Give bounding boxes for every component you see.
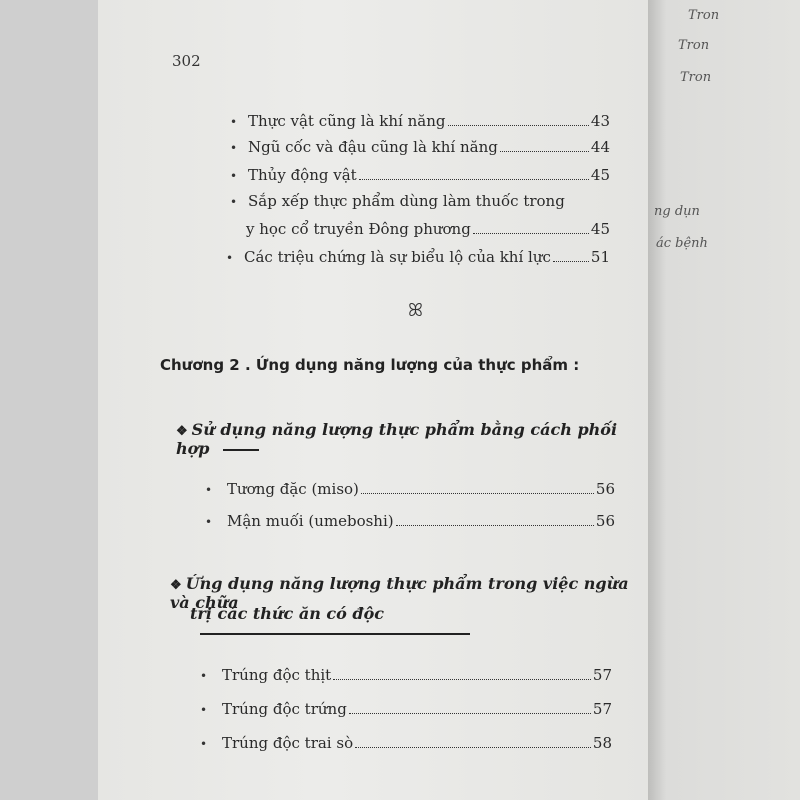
page-number: 302 <box>172 52 201 70</box>
bullet: • <box>205 483 213 497</box>
toc-entry-line1 <box>230 192 610 210</box>
toc-entry-title: Các triệu chứng là sự biểu lộ của khí lực <box>244 248 551 266</box>
section-heading-text: Ứng dụng năng lượng thực phẩm trong việc ngừa và chữa <box>170 574 629 612</box>
toc-entry-title: Trúng độc thịt <box>222 666 332 684</box>
toc-entry-page: 57 <box>592 700 612 718</box>
toc-entry <box>205 512 615 530</box>
section-heading-text: trị các thức ăn có độc <box>190 604 385 623</box>
toc-entry-page: 44 <box>590 138 610 156</box>
toc-entry-page: 51 <box>590 248 610 266</box>
toc-entry-title: Thực vật cũng là khí năng <box>248 112 446 130</box>
toc-entry <box>230 138 610 156</box>
toc-entry <box>200 666 612 684</box>
bullet: • <box>200 669 208 683</box>
toc-entry <box>240 220 610 238</box>
toc-entry <box>230 112 610 130</box>
section-marker-icon: ❖ <box>176 424 188 439</box>
heading-rule <box>223 449 259 451</box>
toc-entry-page: 45 <box>590 220 610 238</box>
bullet: • <box>230 195 238 209</box>
toc-entry-page: 57 <box>592 666 612 684</box>
section-heading-line2 <box>190 604 640 642</box>
bullet: • <box>200 703 208 717</box>
bullet: • <box>230 169 238 183</box>
bullet: • <box>230 141 238 155</box>
toc-entry <box>230 166 610 184</box>
edge-fragment: Tron <box>688 8 720 23</box>
toc-entry <box>226 248 610 266</box>
toc-entry <box>200 700 612 718</box>
chapter-title: Chương 2 . Ứng dụng năng lượng của thực phẩm : <box>160 356 580 374</box>
toc-entry <box>200 734 612 752</box>
toc-entry-title: Thủy động vật <box>248 166 357 184</box>
edge-fragment: ng dụn <box>654 204 700 219</box>
bullet: • <box>230 115 238 129</box>
toc-entry-title: Trúng độc trai sò <box>222 734 354 752</box>
bullet: • <box>200 737 208 751</box>
edge-fragment: Tron <box>678 38 710 53</box>
toc-entry-title: Sắp xếp thực phẩm dùng làm thuốc trong <box>248 192 565 210</box>
edge-fragment: Tron <box>680 70 712 85</box>
toc-entry-title: Mận muối (umeboshi) <box>227 512 394 530</box>
toc-entry-title: Tương đặc (miso) <box>227 480 359 498</box>
section-heading <box>176 420 636 458</box>
heading-rule <box>200 633 470 635</box>
toc-entry-page: 56 <box>595 512 615 530</box>
ornament-icon: ꕤ <box>408 300 423 321</box>
toc-entry-title: Ngũ cốc và đậu cũng là khí năng <box>248 138 498 156</box>
toc-entry-page: 45 <box>590 166 610 184</box>
bullet: • <box>226 251 234 265</box>
adjacent-page <box>648 0 800 800</box>
bullet: • <box>205 515 213 529</box>
section-marker-icon: ❖ <box>170 578 182 593</box>
edge-fragment: ác bệnh <box>656 236 708 251</box>
toc-entry <box>205 480 615 498</box>
toc-entry-page: 58 <box>592 734 612 752</box>
toc-entry-title: y học cổ truyền Đông phương <box>246 220 471 238</box>
section-heading-text: Sử dụng năng lượng thực phẩm bằng cách phối hợp <box>176 420 618 458</box>
toc-entry-page: 56 <box>595 480 615 498</box>
toc-entry-title: Trúng độc trứng <box>222 700 347 718</box>
toc-entry-page: 43 <box>590 112 610 130</box>
